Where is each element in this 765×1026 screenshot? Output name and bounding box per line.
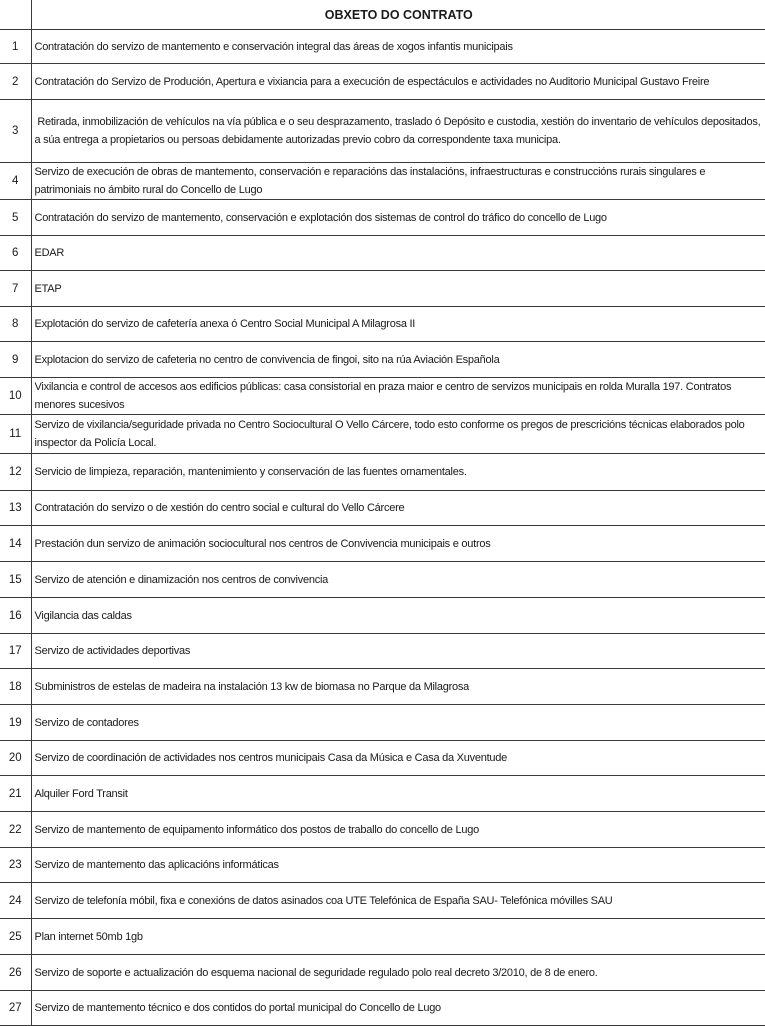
- contract-object: Servizo de mantemento de equipamento informático dos postos de traballo do concello de Lugo: [31, 812, 765, 848]
- contract-object: Vixilancia e control de accesos aos edificios públicas: casa consistorial en praza maior e centro de servizos municipais en rolda Muralla 197. Contratos menores sucesivos: [31, 378, 765, 415]
- row-number: 8: [0, 307, 31, 342]
- row-number: 16: [0, 598, 31, 634]
- row-number: 24: [0, 883, 31, 919]
- row-number: 22: [0, 812, 31, 848]
- contract-object: Contratación do servizo de mantemento, conservación e explotación dos sistemas de control do tráfico do concello de Lugo: [31, 200, 765, 236]
- table-row: [0, 163, 765, 200]
- contract-object: Subministros de estelas de madeira na instalación 13 kw de biomasa no Parque da Milagrosa: [31, 669, 765, 705]
- contract-object: Servizo de atención e dinamización nos centros de convivencia: [31, 562, 765, 598]
- row-number: 11: [0, 415, 31, 454]
- row-number: 21: [0, 776, 31, 812]
- contract-object: Servizo de vixilancia/seguridade privada no Centro Sociocultural O Vello Cárcere, todo esto conforme os pregos de prescricións técnicas elaborados polo inspector da Policía Local.: [31, 415, 765, 454]
- table-row: [0, 705, 765, 741]
- table-row: [0, 415, 765, 454]
- row-number: 6: [0, 236, 31, 271]
- contract-object: Servicio de limpieza, reparación, mantenimiento y conservación de las fuentes ornamentales.: [31, 454, 765, 491]
- header-object-cell: OBXETO DO CONTRATO: [31, 0, 765, 30]
- table-row: [0, 491, 765, 526]
- table-row: [0, 598, 765, 634]
- contract-object: Servizo de contadores: [31, 705, 765, 741]
- contract-object: Alquiler Ford Transit: [31, 776, 765, 812]
- contract-object: Contratación do servizo de mantemento e conservación integral das áreas de xogos infantis municipais: [31, 30, 765, 64]
- table-row: [0, 342, 765, 378]
- contract-object: Prestación dun servizo de animación sociocultural nos centros de Convivencia municipais e outros: [31, 526, 765, 562]
- table-row: [0, 634, 765, 669]
- table-row: [0, 562, 765, 598]
- row-number: 5: [0, 200, 31, 236]
- header-number-cell: [0, 0, 31, 30]
- row-number: 20: [0, 741, 31, 776]
- table-row: [0, 271, 765, 307]
- contract-object: EDAR: [31, 236, 765, 271]
- contract-object: Explotacion do servizo de cafeteria no centro de convivencia de fingoi, sito na rúa Aviación Española: [31, 342, 765, 378]
- row-number: 10: [0, 378, 31, 415]
- table-row: [0, 848, 765, 883]
- row-number: 27: [0, 991, 31, 1026]
- table-row: [0, 919, 765, 955]
- contract-object: Vigilancia das caldas: [31, 598, 765, 634]
- contract-object: Servizo de soporte e actualización do esquema nacional de seguridade regulado polo real decreto 3/2010, de 8 de enero.: [31, 955, 765, 991]
- row-number: 14: [0, 526, 31, 562]
- table-row: [0, 100, 765, 163]
- row-number: 17: [0, 634, 31, 669]
- table-row: [0, 991, 765, 1026]
- table-row: [0, 64, 765, 100]
- row-number: 18: [0, 669, 31, 705]
- table-row: [0, 776, 765, 812]
- row-number: 1: [0, 30, 31, 64]
- row-number: 19: [0, 705, 31, 741]
- row-number: 25: [0, 919, 31, 955]
- row-number: 13: [0, 491, 31, 526]
- row-number: 12: [0, 454, 31, 491]
- contract-object: Servizo de mantemento técnico e dos contidos do portal municipal do Concello de Lugo: [31, 991, 765, 1026]
- table-row: [0, 669, 765, 705]
- table-row: [0, 454, 765, 491]
- row-number: 2: [0, 64, 31, 100]
- contract-object: Contratación do Servizo de Produción, Apertura e vixiancia para a execución de espectáculos e actividades no Auditorio Municipal Gustavo Freire: [31, 64, 765, 100]
- contract-object: Plan internet 50mb 1gb: [31, 919, 765, 955]
- row-number: 4: [0, 163, 31, 200]
- table-row: [0, 30, 765, 64]
- contract-object: Contratación do servizo o de xestión do centro social e cultural do Vello Cárcere: [31, 491, 765, 526]
- table-row: [0, 955, 765, 991]
- contract-object: Explotación do servizo de cafetería anexa ó Centro Social Municipal A Milagrosa II: [31, 307, 765, 342]
- row-number: 26: [0, 955, 31, 991]
- contract-object: Servizo de execución de obras de mantemento, conservación e reparacións das instalacións, infraestructuras e construccións rurais singulares e patrimoniais no ámbito rural do Concello de Lugo: [31, 163, 765, 200]
- table-row: [0, 526, 765, 562]
- contract-object: ETAP: [31, 271, 765, 307]
- contract-object: Retirada, inmobilización de vehículos na vía pública e o seu desprazamento, traslado ó Depósito e custodia, xestión do inventario de vehículos depositados, a súa entrega a propietarios ou persoas debidamente autorizadas previo cobro da correspondente taxa municipa.: [31, 100, 765, 163]
- table-row: [0, 883, 765, 919]
- row-number: 3: [0, 100, 31, 163]
- contract-object: Servizo de coordinación de actividades nos centros municipais Casa da Música e Casa da Xuventude: [31, 741, 765, 776]
- row-number: 15: [0, 562, 31, 598]
- table-row: [0, 200, 765, 236]
- table-row: [0, 378, 765, 415]
- row-number: 9: [0, 342, 31, 378]
- table-row: [0, 307, 765, 342]
- row-number: 23: [0, 848, 31, 883]
- contract-object: Servizo de actividades deportivas: [31, 634, 765, 669]
- table-row: [0, 812, 765, 848]
- table-row: [0, 741, 765, 776]
- table-row: [0, 236, 765, 271]
- contract-object: Servizo de telefonía móbil, fixa e conexións de datos asinados coa UTE Telefónica de España SAU- Telefónica móvilles SAU: [31, 883, 765, 919]
- contract-object: Servizo de mantemento das aplicacións informáticas: [31, 848, 765, 883]
- row-number: 7: [0, 271, 31, 307]
- header-row: [0, 0, 765, 30]
